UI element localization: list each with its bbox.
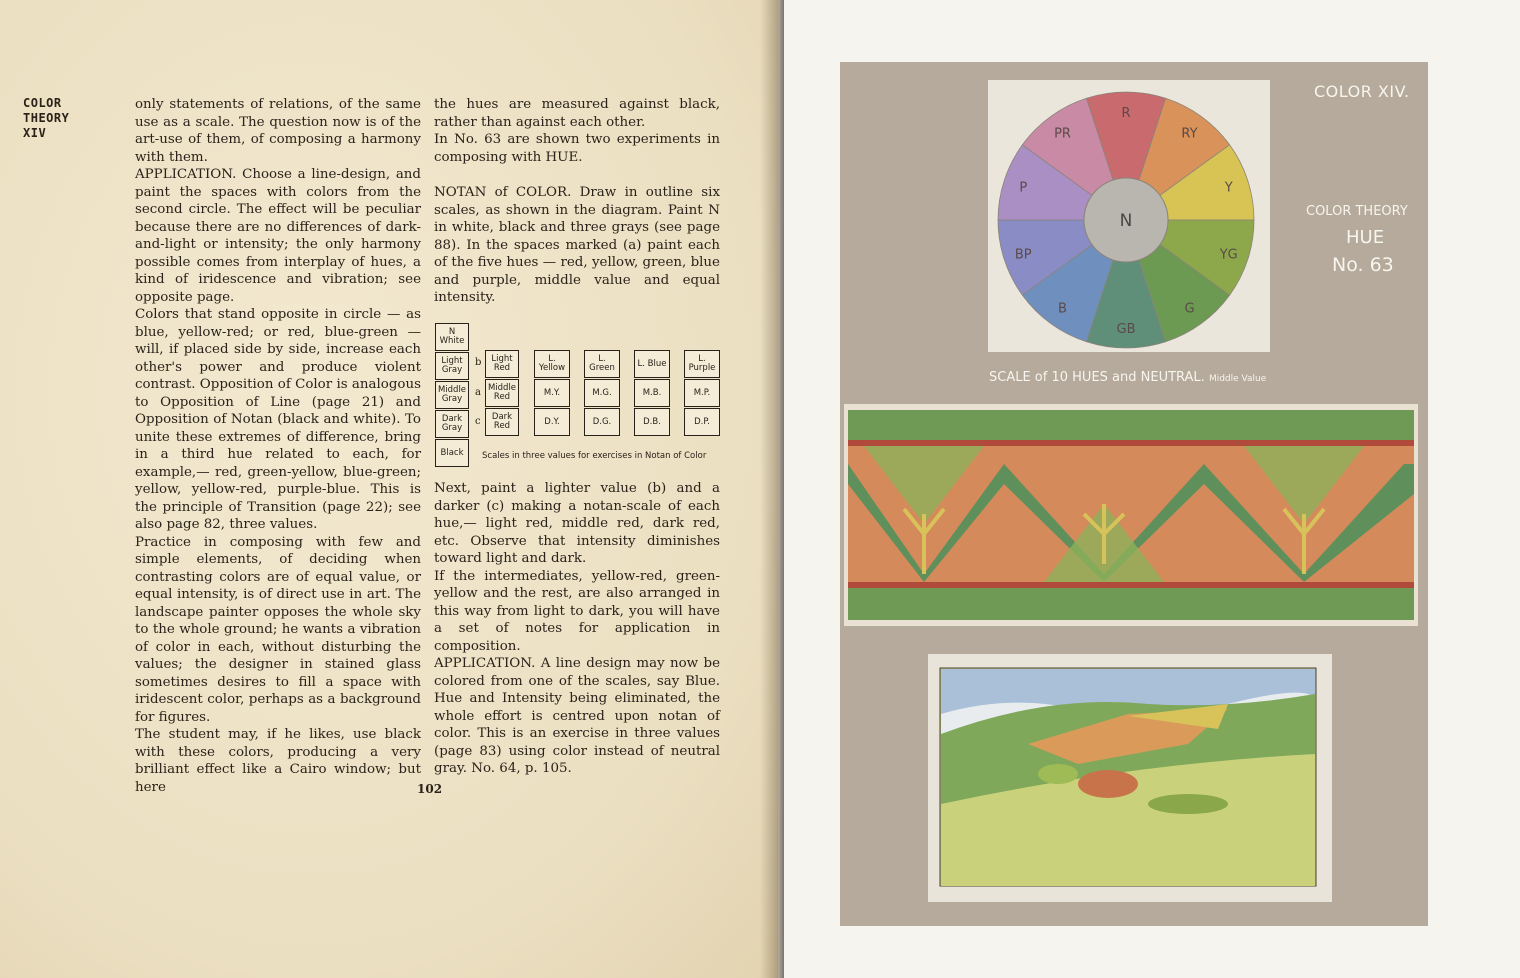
- paragraph: APPLICATION. A line design may now be colored from one of the scales, say Blue. Hue and Intensity being eliminated, the whole effort is centred upon notan of color. This is an exercise in three values (page 83) using color instead of neutral gray. No. 64, p. 105.: [434, 656, 720, 776]
- scale-box-middle-yellow: M.Y.: [534, 379, 570, 407]
- color-wheel-mat: [988, 80, 1270, 352]
- diagram-caption: Scales in three values for exercises in Notan of Color: [482, 451, 707, 461]
- plate-hue-label: HUE: [1346, 227, 1385, 248]
- paragraph: The student may, if he likes, use black with these colors, producing a very brilliant effect like a Cairo window; but here: [135, 727, 421, 795]
- scale-box-middle-red: Middle Red: [485, 379, 519, 407]
- scale-box-light-purple: L. Purple: [684, 350, 720, 378]
- label-b: b: [475, 357, 482, 368]
- wheel-caption: [989, 370, 1266, 385]
- paragraph: APPLICATION. Choose a line-design, and paint the spaces with colors from the second circle. The effect will be peculiar because there are no differences of dark-and-light or intensity; the only harmony possible comes from interplay of hues, a kind of iridescence and vibration; see opposite page.: [135, 167, 421, 305]
- scale-box-dark-purple: D.P.: [684, 408, 720, 436]
- paragraph: Next, paint a lighter value (b) and a darker (c) making a notan-scale of each hue,— light red, middle red, dark red, etc. Observe that intensity diminishes toward light and dark.: [434, 481, 720, 566]
- scale-box-dark-blue: D.B.: [634, 408, 670, 436]
- scale-box-dark-red: Dark Red: [485, 408, 519, 436]
- border-design-illustration: [844, 404, 1418, 626]
- wheel-label: G: [1184, 301, 1195, 317]
- paragraph: Colors that stand opposite in circle — as blue, yellow-red; or red, blue-green — will, if placed side by side, increase each other's power and produce violent contrast. Opposition of Color is analogous to Opposition of Line (page 21) and Opposition of Notan (black and white). To unite these extremes of difference, bring in a third hue related to each, for example,— red, green-yellow, blue-green; yellow, yellow-red, purple-blue. This is the principle of Transition (page 22); see also page 82, three values.: [135, 307, 421, 532]
- landscape-illustration: [928, 654, 1332, 902]
- text-column-2-middle: [434, 184, 720, 307]
- color-wheel-image: [988, 80, 1270, 352]
- paragraph: In No. 63 are shown two experiments in composing with HUE.: [434, 132, 720, 165]
- plate-number: No. 63: [1332, 254, 1394, 276]
- scale-box-light-gray: Light Gray: [435, 352, 469, 380]
- wheel-caption-small: Middle Value: [1208, 374, 1267, 384]
- scale-box-dark-green: D.G.: [584, 408, 620, 436]
- wheel-caption-main: SCALE of 10 HUES and NEUTRAL.: [989, 370, 1205, 385]
- scale-box-black: Black: [435, 439, 469, 467]
- side-heading-line-1: COLOR: [23, 96, 62, 110]
- text-column-2-top: [434, 96, 720, 166]
- wheel-label: R: [1121, 106, 1131, 121]
- scale-box-middle-purple: M.P.: [684, 379, 720, 407]
- wheel-label: BP: [1014, 247, 1032, 263]
- wheel-label: RY: [1181, 126, 1198, 142]
- paragraph: If the intermediates, yellow-red, green-yellow and the rest, are also arranged in this way from light to dark, you will have a set of notes for application in composition.: [434, 568, 720, 654]
- side-heading-line-2: THEORY: [23, 111, 70, 125]
- scale-box-light-red: Light Red: [485, 350, 519, 378]
- wheel-label: P: [1019, 180, 1028, 196]
- scale-box-white: N White: [435, 323, 469, 351]
- wheel-label: B: [1058, 301, 1067, 317]
- plate-subtitle: COLOR THEORY: [1306, 204, 1408, 219]
- label-a: a: [475, 387, 481, 398]
- side-heading-line-3: XIV: [23, 126, 47, 140]
- scale-box-light-blue: L. Blue: [634, 350, 670, 378]
- book-gutter: [760, 0, 784, 978]
- text-column-2-bottom: [434, 480, 720, 778]
- wheel-label: Y: [1224, 180, 1233, 196]
- paragraph: only statements of relations, of the same use as a scale. The question now is of the art-use of them, of composing a harmony with them.: [135, 97, 421, 165]
- page-number: 102: [417, 782, 443, 796]
- hue-border-design-image: [844, 404, 1418, 626]
- plate-title: COLOR XIV.: [1314, 82, 1410, 101]
- side-heading: [23, 96, 69, 141]
- wheel-label: YG: [1219, 247, 1238, 263]
- scale-box-middle-gray: Middle Gray: [435, 381, 469, 409]
- label-c: c: [475, 416, 481, 427]
- wheel-center-label: N: [1119, 211, 1133, 231]
- scale-box-dark-gray: Dark Gray: [435, 410, 469, 438]
- landscape-mat: [928, 654, 1332, 902]
- wheel-label: PR: [1054, 126, 1071, 142]
- scale-box-light-yellow: L. Yellow: [534, 350, 570, 378]
- text-column-1: [135, 96, 421, 796]
- wheel-label: GB: [1116, 322, 1136, 337]
- paragraph: NOTAN of COLOR. Draw in outline six scales, as shown in the diagram. Paint N in white, black and three grays (see page 88). In the spaces marked (a) paint each of the five hues — red, yellow, green, blue and purple, middle value and equal intensity.: [434, 185, 720, 305]
- scale-box-middle-green: M.G.: [584, 379, 620, 407]
- scale-box-middle-blue: M.B.: [634, 379, 670, 407]
- scale-box-dark-yellow: D.Y.: [534, 408, 570, 436]
- paragraph: the hues are measured against black, rather than against each other.: [434, 97, 720, 130]
- paragraph: Practice in composing with few and simple elements, of deciding when contrasting colors are of equal value, or equal intensity, is of direct use in art. The landscape painter opposes the whole sky to the whole ground; he wants a vibration of color in each, without disturbing the values; the designer in stained glass sometimes desires to fill a space with iridescent color, perhaps as a background for figures.: [135, 534, 421, 725]
- scale-box-light-green: L. Green: [584, 350, 620, 378]
